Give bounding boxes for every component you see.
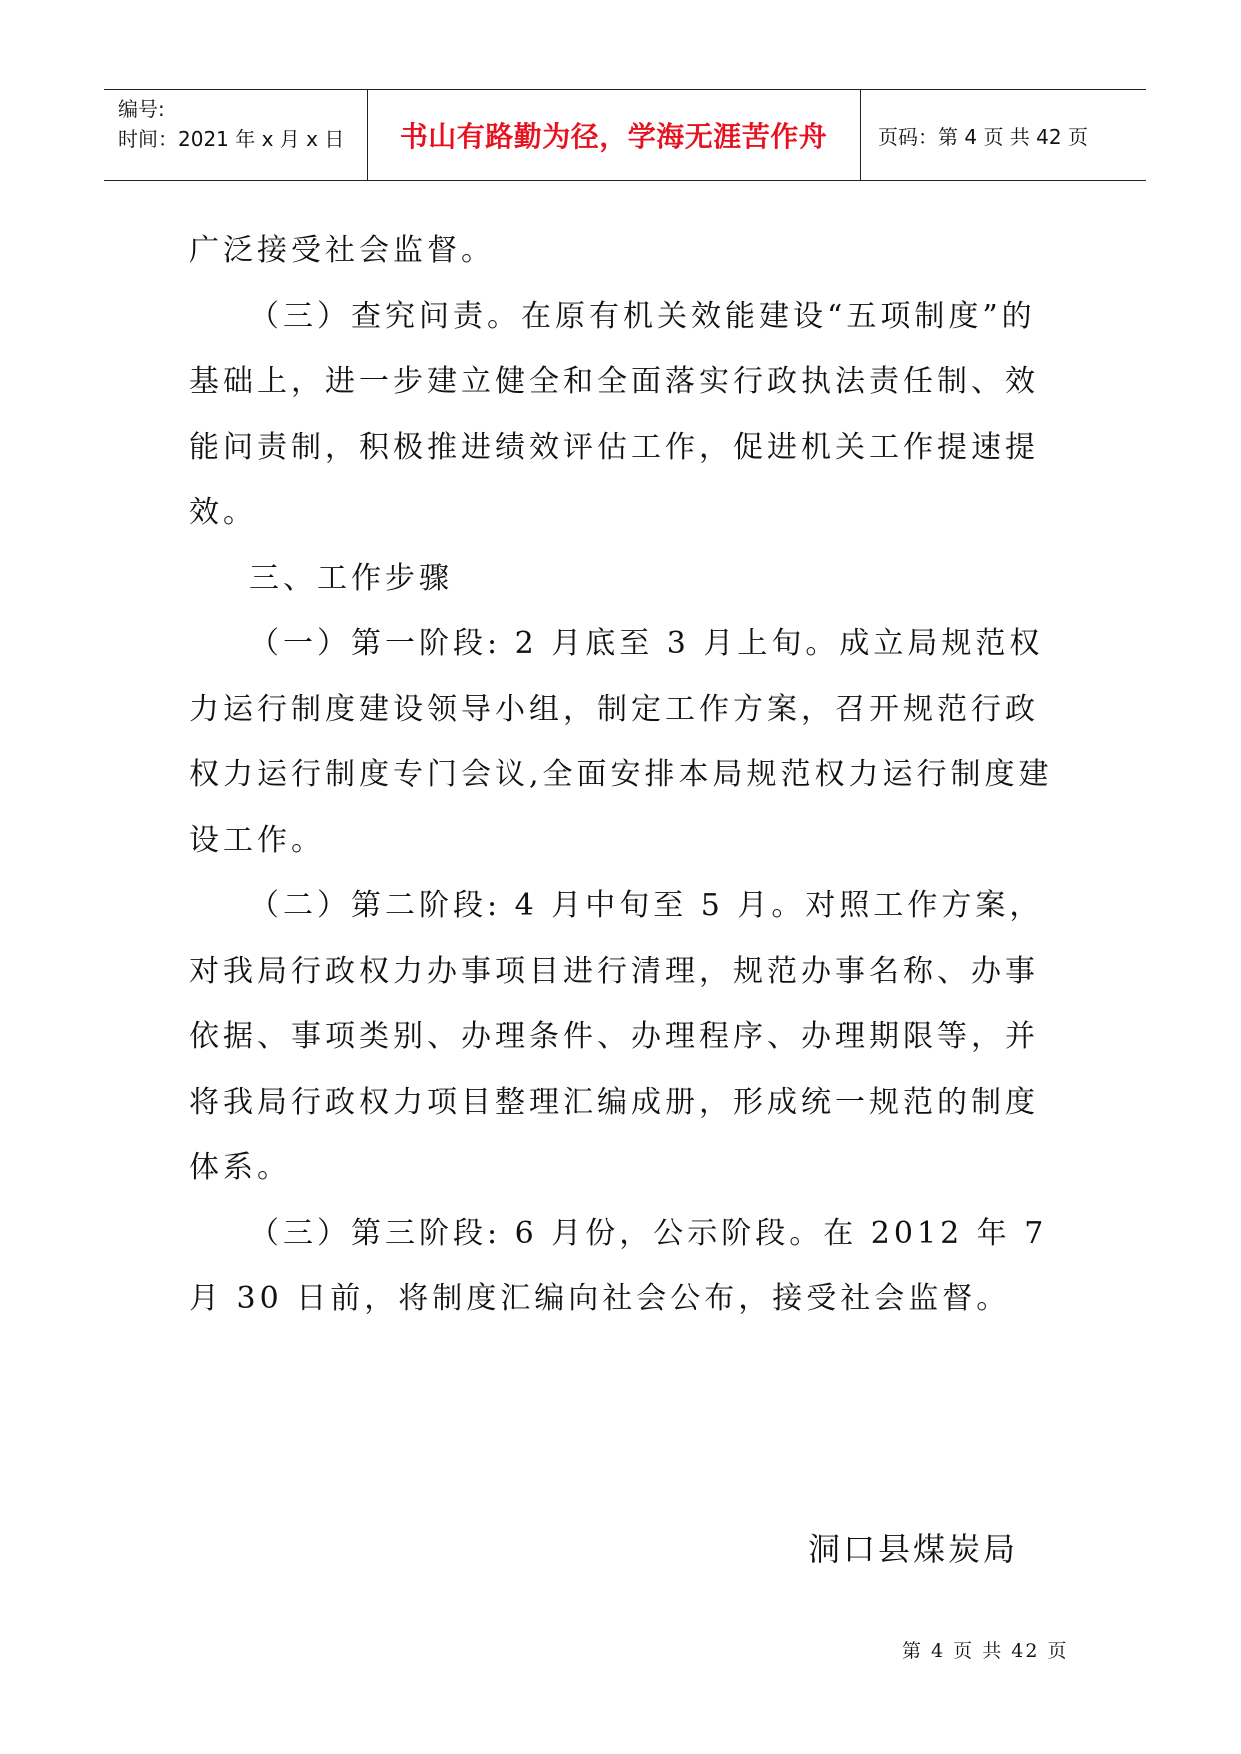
- serial-number-label: 编号:: [118, 97, 165, 121]
- paragraph-accountability: （三）查究问责。在原有机关效能建设“五项制度”的基础上，进一步建立健全和全面落实行政执法责任制、效能问责制，积极推进绩效评估工作，促进机关工作提速提效。: [189, 298, 1039, 530]
- paragraph-phase-two: （二）第二阶段: 4 月中旬至 5 月。对照工作方案，对我局行政权力办事项目进行清理，规范办事名称、办事依据、事项类别、办理条件、办理程序、办理期限等，并将我局行政权力项目整理汇编成册，形成统一规范的制度体系。: [189, 888, 1044, 1185]
- paragraph-phase-one: （一）第一阶段: 2 月底至 3 月上旬。成立局规范权力运行制度建设领导小组，制定工作方案，召开规范行政权力运行制度专门会议,全面安排本局规范权力运行制度建设工作。: [189, 626, 1053, 858]
- header-motto: 书山有路勤为径，学海无涯苦作舟: [399, 120, 828, 153]
- section-heading-work-steps: 三、工作步骤: [249, 560, 453, 596]
- document-body: [189, 218, 1059, 1332]
- paragraph-continuation: 广泛接受社会监督。: [189, 233, 495, 268]
- issuer-signature: 洞口县煤炭局: [808, 1530, 1019, 1568]
- header-divider-right: [860, 90, 861, 180]
- paragraph-phase-three: （三）第三阶段: 6 月份，公示阶段。在 2012 年 7 月 30 日前，将制度汇编向社会公布，接受社会监督。: [189, 1215, 1048, 1316]
- date-label: 时间：2021 年 x 月 x 日: [118, 127, 345, 151]
- header-meta: [118, 94, 344, 154]
- page-footer: 第 4 页 共 42 页: [902, 1640, 1069, 1662]
- header-page-number: 页码：第 4 页 共 42 页: [878, 124, 1088, 149]
- page-header: [104, 89, 1146, 181]
